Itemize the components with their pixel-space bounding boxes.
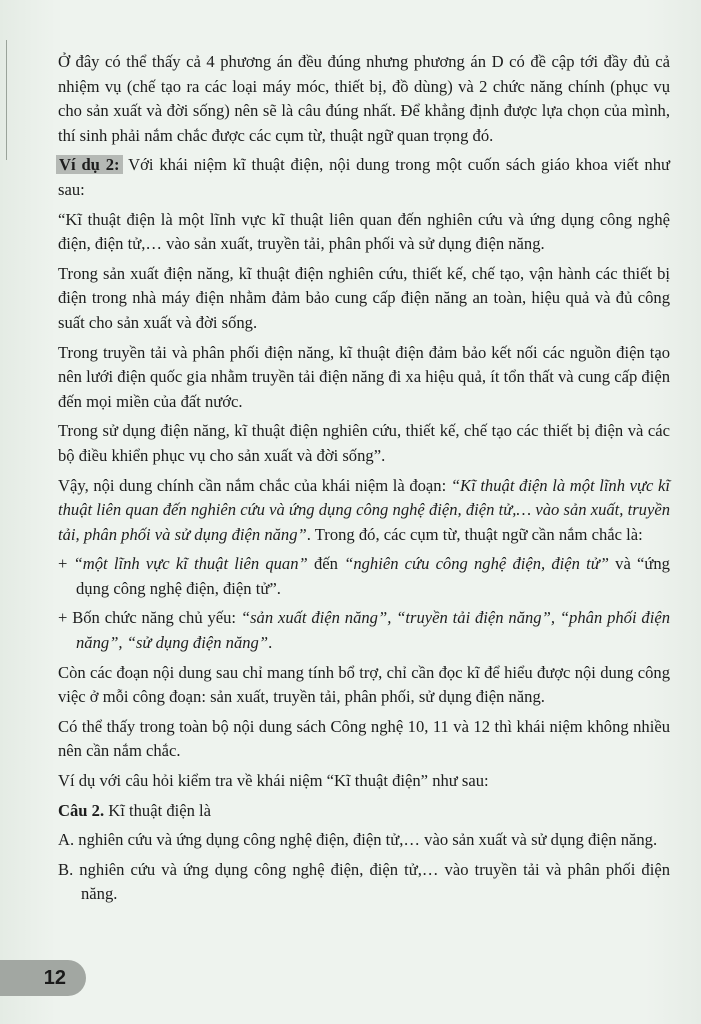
bullet-connector: đến [307, 554, 345, 574]
question-label: Câu 2. [58, 800, 105, 820]
quote-paragraph-3: Trong truyền tải và phân phối điện năng, kĩ thuật điện đảm bảo kết nối các nguồn điện tạo nên lưới điện quốc gia nhằm truyền tải điện năng đi xa hiệu quả, ít tổn thất và cung cấp điện đến mọi miền của đất nước. [58, 342, 670, 411]
bullet-term: “một lĩnh vực kĩ thuật liên quan” [73, 554, 308, 574]
quote-paragraph-4: Trong sử dụng điện năng, kĩ thuật điện nghiên cứu, thiết kế, chế tạo các thiết bị điện và các bộ điều khiển phục vụ cho sản xuất và đời sống”. [58, 421, 670, 465]
option-a: A. nghiên cứu và ứng dụng công nghệ điện, điện tử,… vào sản xuất và sử dụng điện năng. [58, 830, 658, 850]
bullet-tail: . [268, 633, 273, 653]
example-text: Với khái niệm kĩ thuật điện, nội dung trong một cuốn sách giáo khoa viết như sau: [58, 155, 671, 199]
summary-tail: . Trong đó, các cụm từ, thuật ngữ cần nắm chắc là: [306, 524, 643, 544]
bullet-lead: + Bốn chức năng chủ yếu: [58, 608, 241, 628]
question-text: Kĩ thuật điện là [104, 800, 212, 820]
summary-paragraph [58, 474, 670, 548]
bullet-item-1 [58, 552, 670, 601]
question [58, 799, 670, 824]
example-question-intro: Ví dụ với câu hỏi kiểm tra về khái niệm “Kĩ thuật điện” như sau: [58, 771, 489, 791]
bullet-tail: và “ứng dụng công nghệ điện, điện tử”. [76, 554, 670, 598]
summary-lead: Vậy, nội dung chính cần nắm chắc của khái niệm là đoạn: [58, 475, 451, 495]
quote-paragraph-1: “Kĩ thuật điện là một lĩnh vực kĩ thuật liên quan đến nghiên cứu và ứng dụng công nghệ điện, điện tử,… vào sản xuất, truyền tải, phân phối và sử dụng điện năng. [58, 209, 670, 254]
bullet-marker: + [58, 554, 74, 574]
page-content [58, 50, 670, 912]
page-number: 12 [43, 966, 66, 989]
binding-line [6, 40, 7, 160]
option-b: B. nghiên cứu và ứng dụng công nghệ điện, điện tử,… vào truyền tải và phân phối điện năng. [58, 859, 670, 904]
book-note-paragraph: Có thể thấy trong toàn bộ nội dung sách Công nghệ 10, 11 và 12 thì khái niệm không nhiều nên cần nắm chắc. [58, 716, 670, 761]
bullet-functions: “sản xuất điện năng”, “truyền tải điện năng”, “phân phối điện năng”, “sử dụng điện năng” [76, 608, 670, 653]
page-number-tab [0, 960, 86, 996]
quote-paragraph-2: Trong sản xuất điện năng, kĩ thuật điện nghiên cứu, thiết kế, chế tạo, vận hành các thiết bị điện trong nhà máy điện nhằm đảm bảo cung cấp điện năng an toàn, hiệu quả và đủ công suất cho sản xuất và đời sống. [58, 263, 670, 332]
example-paragraph [58, 153, 670, 202]
bullet-term: “nghiên cứu công nghệ điện, điện tử” [344, 554, 609, 574]
supplementary-paragraph: Còn các đoạn nội dung sau chỉ mang tính bổ trợ, chỉ cần đọc kĩ để hiểu được nội dung công việc ở mỗi công đoạn: sản xuất, truyền tải, phân phối, sử dụng điện năng. [58, 662, 670, 707]
bullet-item-2 [58, 606, 670, 655]
summary-definition: “Kĩ thuật điện là một lĩnh vực kĩ thuật liên quan đến nghiên cứu và ứng dụng công nghệ điện, điện tử,… vào sản xuất, truyền tải, phân phối và sử dụng điện năng” [58, 475, 670, 544]
example-label: Ví dụ 2: [56, 155, 123, 174]
intro-paragraph: Ở đây có thể thấy cả 4 phương án đều đúng nhưng phương án D có đề cập tới đầy đủ cả nhiệm vụ (chế tạo ra các loại máy móc, thiết bị, đồ dùng) và 2 chức năng chính (phục vụ cho sản xuất và đời sống) nên sẽ là câu đúng nhất. Để khẳng định được lựa chọn của mình, thí sinh phải nắm chắc được các cụm từ, thuật ngữ quan trọng đó. [58, 52, 670, 145]
